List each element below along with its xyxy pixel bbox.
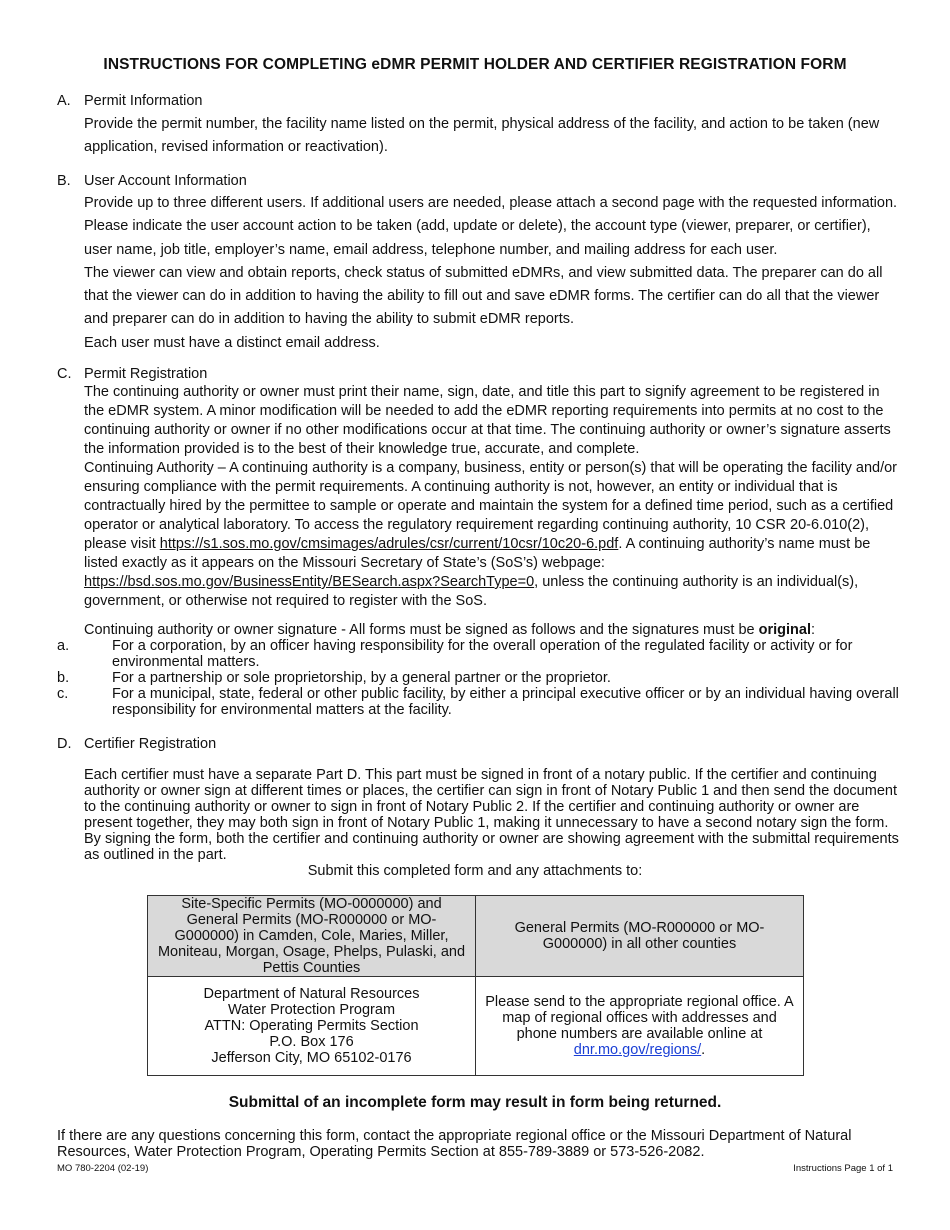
section-d-paragraph: Each certifier must have a separate Part D. This part must be signed in front of a notary public. If the certifier and continuing authority or owner sign at different times or places, the certifier can sign in front of Notary Public 1 and then send the document to the continuing authority or owner to sign in front of Notary Public 2. If the certifier and continuing authority or owner are present together, they may both sign in front of Notary Public 1, making it unnecessary to have a second notary sign the form. By signing the form, both the certifier and continuing authority or owner are showing agreement with the submittal requirements as outlined in the part. xyxy=(84,767,899,863)
csr-regulation-link[interactable]: https://s1.sos.mo.gov/cmsimages/adrules/csr/current/10csr/10c20-6.pdf xyxy=(159,536,619,552)
address-line: ATTN: Operating Permits Section xyxy=(204,1018,419,1034)
table-header-row xyxy=(148,896,804,977)
table-header-general: General Permits (MO-R000000 or MO-G000000) in all other counties xyxy=(476,896,804,977)
section-d-heading: Certifier Registration xyxy=(84,736,217,752)
table-row xyxy=(148,977,804,1076)
section-b-paragraph-2: The viewer can view and obtain reports, check status of submitted eDMRs, and view submitted data. The preparer can do all that the viewer can do in addition to having the ability to fill out and save eDMR forms. The certifier can do all that the viewer and preparer can do in addition to having the ability to submit eDMR reports. xyxy=(84,264,883,328)
section-c-body xyxy=(84,383,899,611)
list-item-text: For a municipal, state, federal or other public facility, by either a principal executive officer or by an individual having overall responsibility for environmental matters at the facility. xyxy=(112,686,899,718)
section-b-paragraph-1: Provide up to three different users. If additional users are needed, please attach a second page with the requested information. Please indicate the user account action to be taken (add, update or delete), the account type (viewer, preparer, or certifier), user name, job title, employer’s name, email address, telephone number, and mailing address for each user. xyxy=(84,195,898,258)
mailing-address-table xyxy=(147,895,804,1076)
signature-intro-colon: : xyxy=(810,622,816,638)
original-emphasis: original xyxy=(758,622,811,638)
section-c-paragraph-2 xyxy=(84,459,899,611)
section-c-paragraph-1: The continuing authority or owner must print their name, sign, date, and title this part to signify agreement to be registered in the eDMR system. A minor modification will be needed to add the eDMR reporting requirements into permits at no cost to the continuing authority or owner if no other modifications occur at that time. The continuing authority or owner’s signature asserts the information provided is to the best of their knowledge true, accurate, and complete. xyxy=(84,384,891,457)
regions-link[interactable]: dnr.mo.gov/regions/ xyxy=(573,1042,702,1058)
form-number: MO 780-2204 (02-19) xyxy=(57,1163,149,1174)
section-d-body xyxy=(84,767,899,863)
address-line: P.O. Box 176 xyxy=(269,1034,354,1050)
list-item xyxy=(57,670,899,686)
list-item-text: For a corporation, by an officer having responsibility for the overall operation of the regulated facility or activity or for environmental matters. xyxy=(112,638,853,670)
section-c-letter: C. xyxy=(57,366,72,382)
contact-information: If there are any questions concerning this form, contact the appropriate regional office or the Missouri Department of Natural Resources, Water Protection Program, Operating Permits Section at 855-789-3889 or 573-526-2082. xyxy=(57,1128,852,1160)
section-a-heading: Permit Information xyxy=(84,93,203,109)
address-line: Water Protection Program xyxy=(227,1002,396,1018)
address-line: Department of Natural Resources xyxy=(203,986,420,1002)
page-title: INSTRUCTIONS FOR COMPLETING eDMR PERMIT HOLDER AND CERTIFIER REGISTRATION FORM xyxy=(103,56,847,73)
section-b-body xyxy=(84,192,899,355)
regional-office-info xyxy=(476,977,804,1076)
section-c-heading: Permit Registration xyxy=(84,366,208,382)
signature-requirements xyxy=(84,622,899,638)
continuing-authority-text: Continuing Authority – A continuing authority is a company, business, entity or person(s) that will be operating the facility and/or ensuring compliance with the permit requirements. A continuing authority is not, however, an entity or individual that is contractually hired by the permittee to sample or operate and maintain the system for a defined time period, such as a certified operator or analytical laboratory. To access the regulatory requirement regarding continuing authority, 10 CSR 20-6.010(2), please visit xyxy=(84,460,897,552)
section-b-paragraph-3: Each user must have a distinct email address. xyxy=(84,334,380,351)
signature-list xyxy=(57,638,899,718)
list-item xyxy=(57,686,899,718)
regional-office-text: Please send to the appropriate regional office. A map of regional offices with addresses and phone numbers are available online at xyxy=(485,994,794,1042)
list-marker: a. xyxy=(57,638,70,654)
regional-office-text-end: . xyxy=(701,1042,706,1058)
page-number: Instructions Page 1 of 1 xyxy=(793,1163,893,1174)
section-b-letter: B. xyxy=(57,173,71,189)
signature-intro-text: Continuing authority or owner signature - All forms must be signed as follows and the signatures must be xyxy=(84,622,759,638)
table-header-site-specific: Site-Specific Permits (MO-0000000) and General Permits (MO-R000000 or MO-G000000) in Camden, Cole, Maries, Miller, Moniteau, Morgan, Osage, Phelps, Pulaski, and Pettis Counties xyxy=(148,896,476,977)
continuing-authority-text-mid: . A continuing authority’s name must be listed exactly as it appears on the Missouri Secretary of State’s (SoS’s) webpage: xyxy=(84,536,871,571)
list-item-text: For a partnership or sole proprietorship, by a general partner or the proprietor. xyxy=(112,670,611,686)
submit-instruction: Submit this completed form and any attachments to: xyxy=(307,863,643,879)
list-item xyxy=(57,638,899,670)
continuing-authority-text-end: , unless the continuing authority is an individual(s), government, or otherwise not required to register with the SoS. xyxy=(84,574,859,609)
list-marker: c. xyxy=(57,686,69,702)
section-a-paragraph: Provide the permit number, the facility name listed on the permit, physical address of the facility, and action to be taken (new application, revised information or reactivation). xyxy=(84,116,880,156)
incomplete-form-warning: Submittal of an incomplete form may result in form being returned. xyxy=(228,1094,722,1111)
section-a-letter: A. xyxy=(57,93,71,109)
section-d-letter: D. xyxy=(57,736,72,752)
list-marker: b. xyxy=(57,670,70,686)
address-line: Jefferson City, MO 65102-0176 xyxy=(211,1050,412,1066)
dnr-mailing-address xyxy=(148,977,476,1076)
sos-search-link[interactable]: https://bsd.sos.mo.gov/BusinessEntity/BESearch.aspx?SearchType=0 xyxy=(84,574,535,590)
signature-intro xyxy=(84,622,899,638)
section-a-body xyxy=(84,113,899,160)
section-b-heading: User Account Information xyxy=(84,173,247,189)
